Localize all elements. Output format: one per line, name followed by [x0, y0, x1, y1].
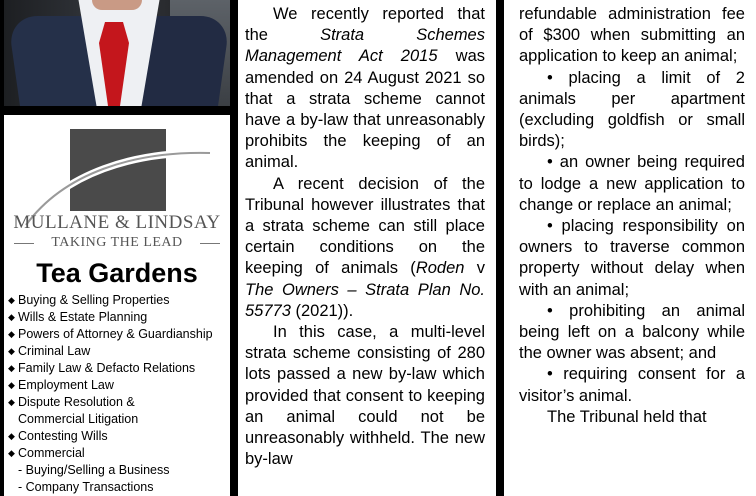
condition-bullet: • placing a limit of 2 animals per apartment (excluding goldfish or small birds);: [519, 68, 745, 151]
diamond-bullet-icon: ◆: [8, 431, 15, 441]
article-column-2: [504, 0, 756, 496]
office-location: Tea Gardens: [36, 258, 198, 288]
chin: [92, 0, 142, 10]
condition-bullet: • requiring consent for a visitor’s animal.: [519, 365, 745, 405]
condition-bullet: • placing responsibility on owners to traverse common property without delay when with an animal;: [519, 217, 745, 299]
diamond-bullet-icon: ◆: [8, 448, 15, 458]
service-item: ◆ Employment Law: [8, 378, 114, 392]
diamond-bullet-icon: ◆: [8, 363, 15, 373]
article-column-1: [238, 0, 496, 496]
services-list: [8, 292, 230, 496]
article-paragraph: In this case, a multi-level strata scheme consisting of 280 lots passed a new by-law which provided that consent to keeping an animal could not be unreasonably withheld. The new by-law: [245, 323, 485, 469]
diamond-bullet-icon: ◆: [8, 380, 15, 390]
article-paragraph: refundable administration fee of $300 when submitting an application to keep an animal;: [519, 5, 745, 66]
article-paragraph: The Tribunal held that: [547, 407, 707, 426]
service-item: ◆ Wills & Estate Planning: [8, 310, 148, 324]
diamond-bullet-icon: ◆: [8, 329, 15, 339]
firm-name: MULLANE & LINDSAY: [13, 212, 221, 233]
service-item: ◆ Dispute Resolution &: [8, 395, 135, 409]
service-item: ◆ Powers of Attorney & Guardianship: [8, 327, 213, 341]
diamond-bullet-icon: ◆: [8, 295, 15, 305]
tagline-row: [14, 235, 220, 251]
article-paragraph: We recently reported that the Strata Schemes Management Act 2015 was amended on 24 August 2021 so that a strata scheme cannot have a by-law that unreasonably prohibits the keeping of an animal.: [245, 5, 485, 172]
firm-advert-panel: [4, 115, 230, 496]
condition-bullet: • an owner being required to lodge a new application to change or replace an animal;: [519, 153, 745, 214]
service-item: ◆ Buying & Selling Properties: [8, 293, 170, 307]
condition-bullet: • prohibiting an animal being left on a balcony while the owner was absent; and: [519, 301, 745, 363]
lawyer-photo: [4, 0, 230, 106]
service-subitem: - Company Transactions: [18, 480, 154, 494]
article-paragraph: A recent decision of the Tribunal however illustrates that a strata scheme can still place certain conditions on the keeping of animals (Roden v The Owners – Strata Plan No. 55773 (2021)).: [245, 174, 485, 320]
tagline-rule-right: [200, 243, 220, 244]
service-item-continued: Commercial Litigation: [18, 412, 139, 426]
diamond-bullet-icon: ◆: [8, 346, 15, 356]
service-item: ◆ Contesting Wills: [8, 429, 108, 443]
service-item: ◆ Commercial: [8, 446, 85, 460]
service-item: ◆ Criminal Law: [8, 344, 91, 358]
diamond-bullet-icon: ◆: [8, 397, 15, 407]
service-subitem: - Buying/Selling a Business: [18, 463, 170, 477]
tagline: TAKING THE LEAD: [51, 235, 183, 250]
service-item: ◆ Family Law & Defacto Relations: [8, 361, 196, 375]
diamond-bullet-icon: ◆: [8, 312, 15, 322]
